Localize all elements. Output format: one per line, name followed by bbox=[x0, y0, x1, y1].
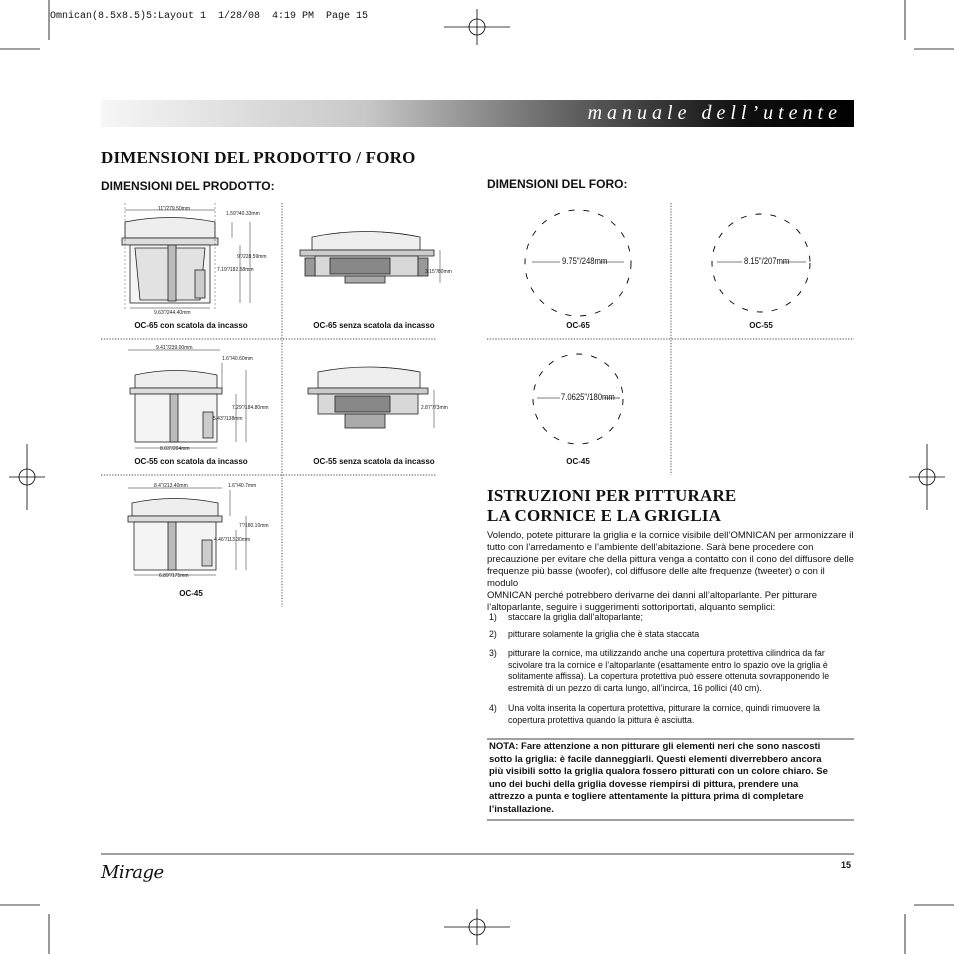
dim-label: 11"/279.50mm bbox=[158, 206, 190, 212]
oc65-without-box-drawing bbox=[300, 232, 440, 284]
intro-line: Volendo, potete pitturare la griglia e la cornice visibile dell’OMNICAN per armonizzare il bbox=[487, 530, 854, 541]
figure-caption: OC-45 bbox=[179, 589, 203, 598]
hole-size-label: 7.0625"/180mm bbox=[561, 392, 615, 402]
step-number: 4) bbox=[489, 703, 497, 713]
step-text bbox=[508, 629, 858, 641]
dim-label: 9.41"/239.00mm bbox=[156, 345, 193, 351]
dim-label: 7"/180.10mm bbox=[239, 523, 269, 529]
step-text bbox=[508, 648, 858, 694]
registration-mark-right bbox=[909, 444, 945, 510]
header-banner bbox=[101, 100, 854, 127]
dim-label: 2.87"/73mm bbox=[421, 405, 448, 411]
dim-label: 4.46"/113.30mm bbox=[214, 537, 251, 543]
step-line: solitamente affissa). La copertura protettiva può essere ottenuta sovrapponendo le bbox=[508, 671, 830, 681]
step-number: 1) bbox=[489, 612, 497, 622]
step-line: scivolare tra la cornice e l’altoparlante (esattamente entro lo spazio ove la griglia è bbox=[508, 659, 828, 670]
oc55-with-box-drawing bbox=[128, 350, 246, 448]
figure-caption: OC-65 senza scatola da incasso bbox=[313, 321, 435, 330]
hole-caption: OC-45 bbox=[566, 457, 590, 466]
intro-line: frequenze più basse (woofer), col diffusore delle alte frequenze (tweeter) o con il modulo bbox=[487, 566, 825, 589]
dim-label: 6.89"/175mm bbox=[159, 573, 189, 579]
figure-caption: OC-55 con scatola da incasso bbox=[134, 457, 248, 466]
paint-intro bbox=[487, 530, 857, 614]
note-line: più visibili sotto la griglia qualora fossero pitturati con un colore chiaro. Se bbox=[489, 766, 828, 777]
figure-caption: OC-65 con scatola da incasso bbox=[134, 321, 248, 330]
oc55-without-box-drawing bbox=[308, 367, 434, 428]
brand-logo: Mirage bbox=[101, 862, 164, 883]
dim-label: 8.03"/204mm bbox=[160, 446, 190, 452]
step-line: pitturare la cornice, ma utilizzando anche una copertura protettiva cilindrica da far bbox=[508, 648, 825, 658]
step-text bbox=[508, 703, 858, 726]
dim-label: 1.6"/40.7mm bbox=[228, 483, 257, 489]
oc45-with-box-drawing bbox=[128, 488, 246, 575]
hole-size-label: 9.75"/248mm bbox=[562, 256, 608, 266]
dim-label: 7.19"/182.58mm bbox=[217, 267, 254, 273]
header-title: manuale dell’utente bbox=[587, 102, 842, 124]
paint-title-line-2: LA CORNICE E LA GRIGLIA bbox=[487, 506, 722, 525]
note-line: uno dei buchi della griglia dovesse riempirsi di pittura, prendere una bbox=[489, 778, 799, 790]
note-line: l’installazione. bbox=[489, 803, 554, 815]
registration-mark-left bbox=[9, 444, 45, 510]
paint-title-line-1: ISTRUZIONI PER PITTURARE bbox=[487, 486, 737, 505]
product-heading: DIMENSIONI DEL PRODOTTO: bbox=[101, 179, 275, 193]
note-line: sotto la griglia: è facile danneggiarli. Questi elementi diverrebbero ancora bbox=[489, 753, 822, 765]
dim-label: 1.6"/40.60mm bbox=[222, 356, 253, 362]
step-line: estremità di un pezzo di carta lungo, all’incirca, 16 pollici (40 cm). bbox=[508, 682, 762, 693]
hole-heading: DIMENSIONI DEL FORO: bbox=[487, 177, 628, 191]
dim-label: 7.29"/184.80mm bbox=[232, 405, 269, 411]
section-title: DIMENSIONI DEL PRODOTTO / FORO bbox=[101, 148, 416, 167]
intro-line: precauzione per evitare che della pittura venga a contatto con il cono del diffusore delle bbox=[487, 554, 854, 565]
note-line: NOTA: Fare attenzione a non pitturare gli elementi neri che sono nascosti bbox=[489, 741, 821, 752]
hole-caption: OC-55 bbox=[749, 321, 773, 330]
hole-size-label: 8.15"/207mm bbox=[744, 256, 790, 266]
step-line: staccare la griglia dall’altoparlante; bbox=[508, 612, 643, 622]
step-text bbox=[508, 612, 858, 624]
hole-grid bbox=[487, 203, 854, 475]
hole-caption: OC-65 bbox=[566, 321, 590, 330]
dim-label: 9.63"/244.40mm bbox=[154, 310, 191, 316]
dim-label: 9"/228.59mm bbox=[237, 254, 267, 260]
print-slug: Omnican(8.5x8.5)5:Layout 1 1/28/08 4:19 PM Page 15 bbox=[50, 11, 369, 22]
figure-caption: OC-55 senza scatola da incasso bbox=[313, 457, 435, 466]
dim-label: 3.15"/80mm bbox=[425, 269, 452, 275]
step-number: 3) bbox=[489, 648, 497, 658]
intro-line: OMNICAN perché potrebbero derivarne dei danni all’altoparlante. Per pitturare bbox=[487, 590, 818, 601]
step-line: Una volta inserita la copertura protettiva, pitturare la cornice, quindi rimuovere la bbox=[508, 703, 820, 713]
step-line: copertura protettiva quando la pittura è asciutta. bbox=[508, 714, 695, 725]
registration-mark-bottom bbox=[444, 909, 510, 945]
page-number: 15 bbox=[841, 860, 852, 870]
dim-label: 1.59"/40.33mm bbox=[226, 211, 260, 217]
paint-note bbox=[489, 741, 855, 816]
oc65-with-box-drawing bbox=[122, 203, 250, 310]
dim-label: 8.4"/213.40mm bbox=[154, 483, 188, 489]
dim-label: 5.43"/138mm bbox=[213, 416, 243, 422]
intro-line: tutto con l’arredamento e l’ambiente dell’abitazione. Sarà bene procedere con bbox=[487, 542, 814, 553]
intro-line: l’altoparlante, seguire i suggerimenti sottoriportati, alquanto semplici: bbox=[487, 602, 776, 613]
step-number: 2) bbox=[489, 629, 497, 639]
note-line: attrezzo a punta e togliere attentamente la pittura prima di completare bbox=[489, 791, 804, 802]
registration-mark-top bbox=[444, 9, 510, 45]
step-line: pitturare solamente la griglia che è stata staccata bbox=[508, 629, 700, 639]
